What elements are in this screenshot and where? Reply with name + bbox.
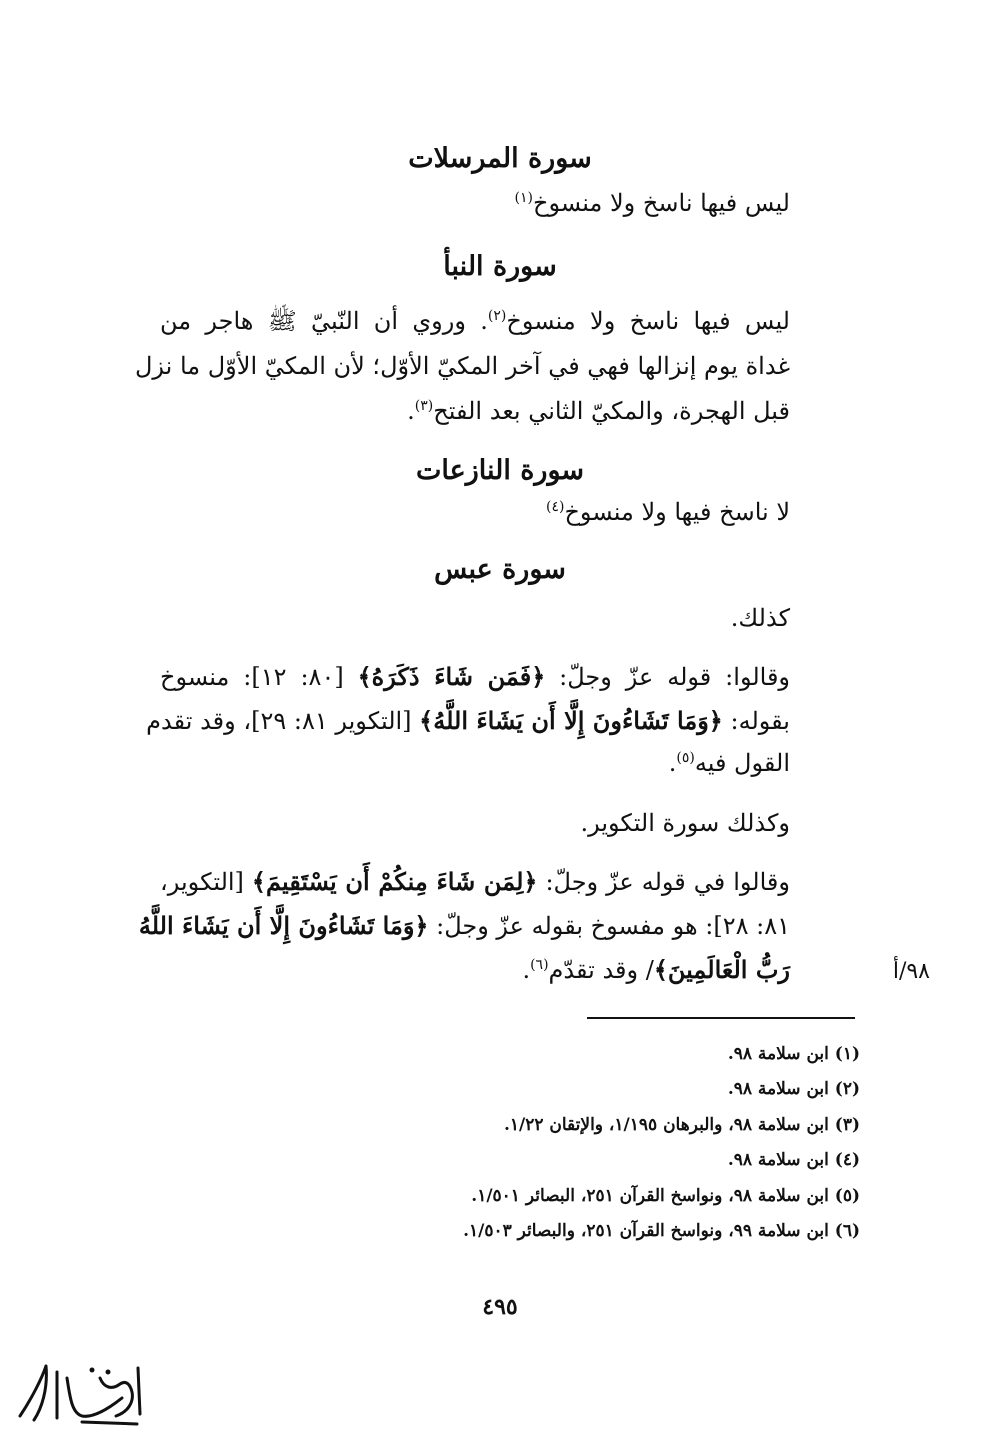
text-line-naziat: لا ناسخ فيها ولا منسوخ$^{(٤)}$	[545, 498, 790, 526]
quran-verse: ﴿وَمَا تَشَاءُونَ إِلَّا أَن يَشَاءَ اللَّهُ﴾	[419, 706, 723, 735]
surah-heading-mursalat: سورة المرسلات	[408, 143, 592, 174]
text-line-abasa-2: بقوله: ﴿وَمَا تَشَاءُونَ إِلَّا أَن يَشَاءَ اللَّهُ﴾ [التكوير ٨١: ٢٩]، وقد تقدم	[146, 706, 790, 735]
surah-heading-naziat: سورة النازعات	[415, 455, 585, 486]
footnote-separator	[587, 1017, 855, 1019]
page-number: ٤٩٥	[482, 1294, 518, 1320]
text-line-abasa-3: القول فيه$^{(٥)}$.	[668, 749, 790, 777]
footnote-2: (٢) ابن سلامة ٩٨.	[727, 1079, 860, 1099]
quran-verse: ﴿وَمَا تَشَاءُونَ إِلَّا أَن يَشَاءَ اللَّهُ	[138, 911, 429, 940]
text-line-naba-1: ليس فيها ناسخ ولا منسوخ$^{(٢)}$. وروي أن النّبيّ ﷺ هاجر من	[160, 307, 790, 335]
manuscript-folio-marker: ٩٨/أ	[892, 959, 930, 984]
text-line-kadhalik: كذلك.	[730, 604, 790, 632]
text-line-takwir-3: رَبُّ الْعَالَمِينَ﴾/ وقد تقدّم$^{(٦)}$.	[522, 955, 790, 984]
footnote-ref[interactable]: (٥)	[676, 750, 695, 766]
quran-verse: رَبُّ الْعَالَمِينَ﴾	[653, 955, 790, 984]
text-line-takwir-kadhalik: وكذلك سورة التكوير.	[580, 809, 790, 837]
footnote-5: (٥) ابن سلامة ٩٨، ونواسخ القرآن ٢٥١، البصائر ١/٥٠١.	[471, 1186, 860, 1206]
footnote-ref[interactable]: (٢)	[487, 308, 507, 324]
text-line-naba-2: غداة يوم إنزالها فهي في آخر المكيّ الأوّل؛ لأن المكيّ الأوّل ما نزل	[134, 352, 790, 380]
footnote-ref[interactable]: (١)	[514, 190, 533, 206]
text-line-naba-3: قبل الهجرة، والمكيّ الثاني بعد الفتح$^{(٣)}$.	[407, 397, 790, 425]
footnote-ref[interactable]: (٣)	[414, 398, 434, 414]
quran-verse: ﴿فَمَن شَاءَ ذَكَرَهُ﴾	[357, 662, 546, 691]
surah-heading-abasa: سورة عبس	[434, 554, 566, 585]
text-line-abasa-1: وقالوا: قوله عزّ وجلّ: ﴿فَمَن شَاءَ ذَكَرَهُ﴾ [٨٠: ١٢]: منسوخ	[160, 662, 791, 691]
text-line-takwir-2: ٨١: ٢٨]: هو مفسوخ بقوله عزّ وجلّ: ﴿وَمَا تَشَاءُونَ إِلَّا أَن يَشَاءَ اللَّهُ	[138, 911, 790, 940]
text-line-takwir-1: وقالوا في قوله عزّ وجلّ: ﴿لِمَن شَاءَ مِنكُمْ أَن يَسْتَقِيمَ﴾ [التكوير،	[160, 867, 790, 896]
footnote-4: (٤) ابن سلامة ٩٨.	[727, 1150, 860, 1170]
footnote-ref[interactable]: (٦)	[530, 957, 549, 973]
footnote-6: (٦) ابن سلامة ٩٩، ونواسخ القرآن ٢٥١، والبصائر ١/٥٠٣.	[463, 1221, 860, 1241]
footnote-3: (٣) ابن سلامة ٩٨، والبرهان ١/١٩٥، والإتقان ١/٢٢.	[503, 1115, 860, 1135]
footnote-1: (١) ابن سلامة ٩٨.	[727, 1044, 860, 1064]
calligraphy-logo-icon	[12, 1358, 147, 1433]
text-line-mursalat: ليس فيها ناسخ ولا منسوخ$^{(١)}$	[514, 189, 790, 217]
surah-heading-naba: سورة النبأ	[443, 251, 557, 282]
footnote-ref[interactable]: (٤)	[545, 499, 565, 515]
quran-verse: ﴿لِمَن شَاءَ مِنكُمْ أَن يَسْتَقِيمَ﴾	[251, 867, 538, 896]
